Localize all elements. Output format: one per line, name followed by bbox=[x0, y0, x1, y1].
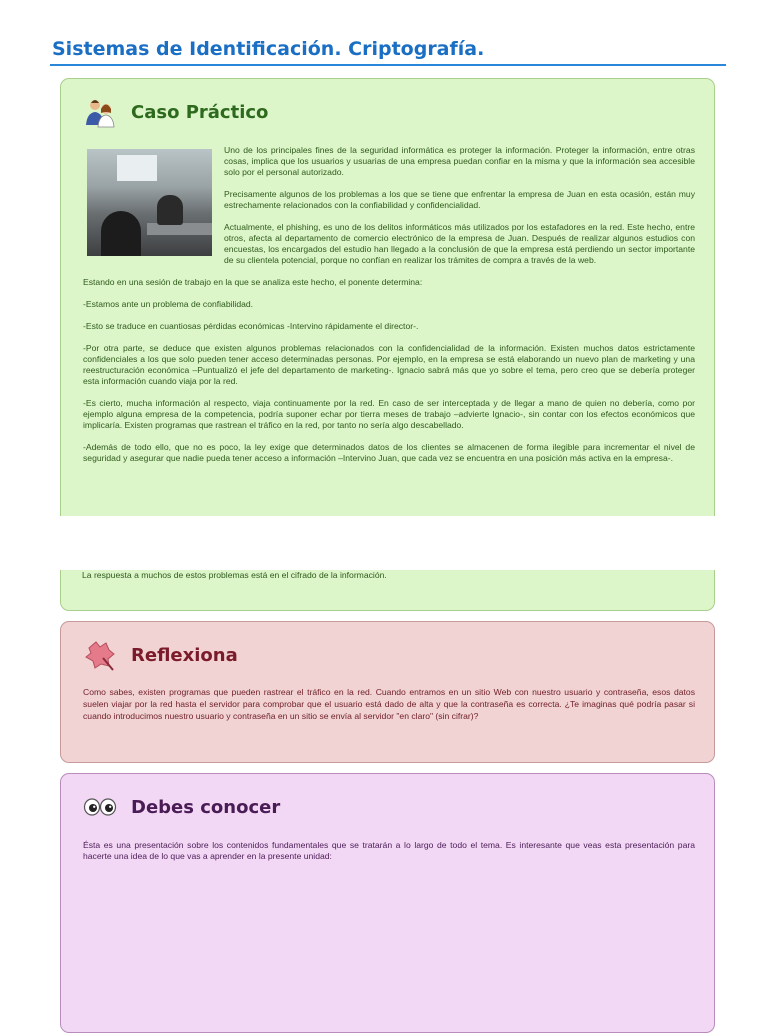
caso-paragraph: Precisamente algunos de los problemas a los que se tiene que enfrentar la empresa de Juan en esta ocasión, están muy estrechamente relacionados con la confiabilidad y confidencialidad. bbox=[224, 189, 695, 210]
debes-conocer-box bbox=[60, 773, 715, 1033]
reflexiona-heading: Reflexiona bbox=[131, 644, 238, 666]
reflexiona-text: Como sabes, existen programas que pueden rastrear el tráfico en la red. Cuando entramos en un sitio Web con nuestro usuario y contraseña, esos datos suelen viajar por la red hasta el servidor para comprobar que el usuario está dado de alta y que la contraseña es correcta. ¿Te imaginas qué podría pasar si cuando introducimos nuestro usuario y contraseña en un sitio se envía al servidor "en claro" (sin cifrar)? bbox=[83, 687, 695, 721]
debes-conocer-text: Ésta es una presentación sobre los contenidos fundamentales que se tratarán a lo largo de todo el tema. Es interesante que veas esta presentación para hacerte una idea de lo que vas a aprender en la presente unidad: bbox=[83, 840, 695, 861]
caso-paragraph: Estando en una sesión de trabajo en la que se analiza este hecho, el ponente determina: bbox=[83, 277, 423, 287]
debes-conocer-heading: Debes conocer bbox=[131, 796, 281, 818]
page-title: Sistemas de Identificación. Criptografía. bbox=[52, 38, 485, 60]
caso-paragraph: Uno de los principales fines de la seguridad informática es proteger la información. Proteger la información, entre otras cosas, implica que los usuarios y usuarias de una empresa puedan confiar en la misma y que la información sea accesible solo por el personal autorizado. bbox=[224, 145, 695, 177]
page-break-gap bbox=[0, 516, 768, 570]
reflexiona-header bbox=[83, 638, 238, 672]
classroom-photo bbox=[87, 149, 212, 256]
caso-paragraph: -Estamos ante un problema de confiabilidad. bbox=[83, 299, 254, 309]
caso-paragraph: Actualmente, el phishing, es uno de los delitos informáticos más utilizados por los estafadores en la red. Este hecho, entre otros, afecta al departamento de comercio electrónico de la empresa de Juan. Después de realizar algunos estudios con encuestas, los encargados del estudio han llegado a la conclusión de que la empresa está perdiendo un sector importante de su clientela potencial, porque no confían en realizar los trámites de compra a través de la web. bbox=[224, 222, 695, 265]
caso-paragraph: -Además de todo ello, que no es poco, la ley exige que determinados datos de los clientes se almacenen de forma ilegible para incrementar el nivel de seguridad y asegurar que nadie pueda tener acceso a información –Intervino Juan, que cada vez se encuentra en una posición más activa en la empresa-. bbox=[83, 442, 695, 463]
people-icon bbox=[83, 95, 117, 129]
caso-practico-content bbox=[83, 145, 695, 475]
eyes-icon bbox=[83, 790, 117, 824]
caso-practico-heading: Caso Práctico bbox=[131, 101, 269, 123]
caso-conclusion: La respuesta a muchos de estos problemas está en el cifrado de la información. bbox=[82, 570, 387, 580]
caso-paragraph: -Por otra parte, se deduce que existen algunos problemas relacionados con la confidencialidad de la información. Existen muchos datos estrictamente confidenciales a los que solo pueden tener acceso determinadas personas. Por ejemplo, en la empresa se está elaborando un nuevo plan de marketing y una reestructuración económica –Puntualizó el jefe del departamento de marketing-. Ignacio sabrá más que yo sobre el tema, pero creo que se debería proteger esta información cuando viaja por la red. bbox=[83, 343, 695, 386]
caso-paragraph: -Esto se traduce en cuantiosas pérdidas económicas -Intervino rápidamente el director-. bbox=[83, 321, 419, 331]
pushpin-icon bbox=[83, 638, 117, 672]
title-divider bbox=[50, 64, 726, 66]
reflexiona-box bbox=[60, 621, 715, 763]
caso-practico-header bbox=[83, 95, 268, 129]
debes-conocer-header bbox=[83, 790, 280, 824]
caso-paragraph: -Es cierto, mucha información al respecto, viaja continuamente por la red. En caso de ser interceptada y de llegar a mano de quien no debería, como por ejemplo alguna empresa de la competencia, podría suponer echar por tierra meses de trabajo –advierte Ignacio-, sin contar con los efectos económicos que implicaría. Existen programas que rastrean el tráfico en la red, por tanto no sería algo descabellado. bbox=[83, 398, 695, 430]
